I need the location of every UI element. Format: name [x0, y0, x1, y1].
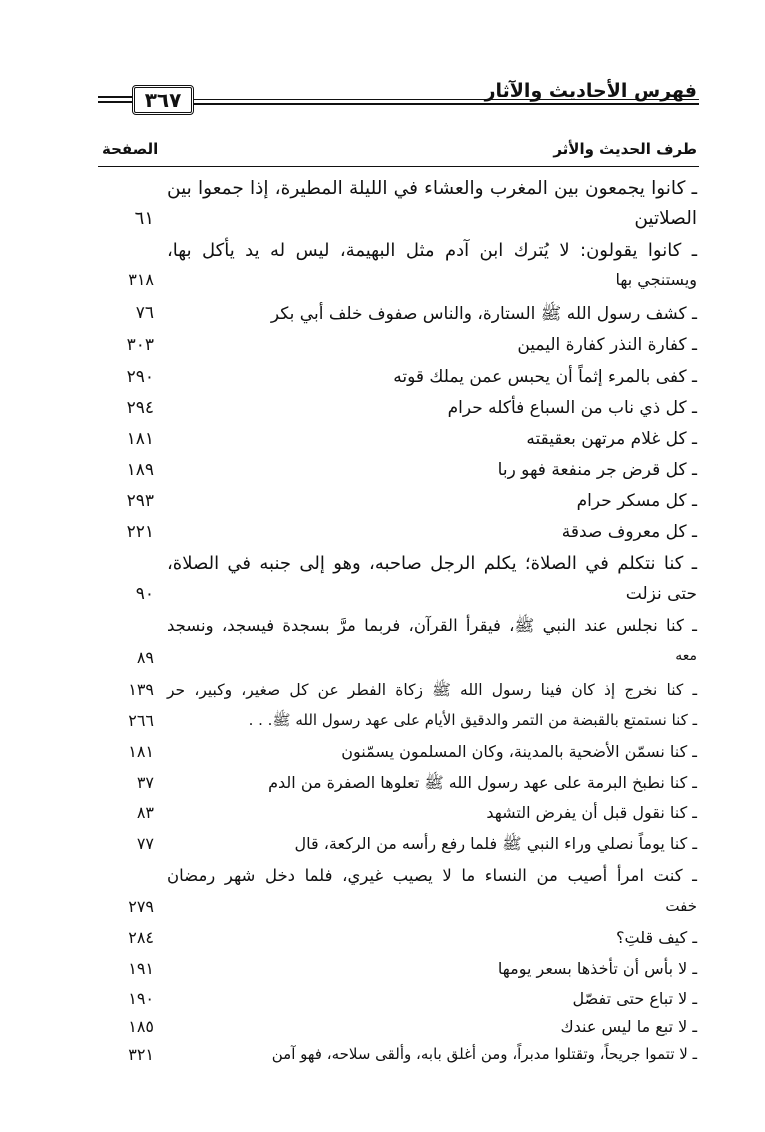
page-number: ٣٦٧ — [132, 85, 194, 115]
entry-page-number: ٢٩٠ — [126, 367, 154, 387]
running-title: فهرس الأحاديث والآثار — [484, 80, 697, 102]
entry-text-line: ـ كل غلام مرتهن بعقيقته — [526, 429, 697, 449]
entry-text-line: ـ كل ذي ناب من السباع فأكله حرام — [447, 398, 697, 418]
entry-text-line: ـ كفارة النذر كفارة اليمين — [517, 335, 697, 355]
column-heading-reference: طرف الحديث والأثر — [553, 140, 697, 158]
entry-page-number: ٨٩ — [136, 648, 154, 667]
entry-page-number: ٢٧٩ — [128, 897, 154, 916]
entry-page-number: ١٨٥ — [128, 1017, 154, 1036]
column-heading-rule — [98, 166, 699, 167]
entry-text-line: ـ كنت امرأ أصيب من النساء ما لا يصيب غيري، فلما دخل شهر رمضان — [167, 866, 697, 885]
entry-text-line: ـ لا تتموا جريحاً، وتقتلوا مدبراً، ومن أغلق بابه، وألقى سلاحه، فهو آمن — [271, 1045, 697, 1063]
entry-page-number: ١٣٩ — [128, 680, 154, 699]
entry-text-line: ويستنجي بها — [615, 270, 697, 289]
entry-page-number: ٣٠٣ — [126, 335, 154, 355]
entry-page-number: ٧٦ — [135, 303, 154, 323]
entry-page-number: ٧٧ — [136, 834, 154, 853]
entry-text-line: خفت — [665, 897, 697, 915]
entry-text-line: ـ كنا نسمّن الأضحية بالمدينة، وكان المسلمون يسمّنون — [341, 742, 697, 761]
entry-text-line: ـ كنا نستمتع بالقبضة من التمر والدقيق الأيام على عهد رسول الله ﷺ. . . — [248, 711, 697, 729]
entry-page-number: ١٨١ — [126, 429, 154, 449]
entry-text-line: ـ كنا يوماً نصلي وراء النبي ﷺ فلما رفع رأسه من الركعة، قال — [294, 834, 697, 853]
entry-text-line: ـ كل قرض جر منفعة فهو ربا — [497, 460, 697, 480]
entry-text-line: ـ كنا نقول قبل أن يفرض التشهد — [486, 803, 697, 822]
entry-page-number: ٣٧ — [136, 773, 154, 792]
entry-page-number: ١٨١ — [128, 742, 154, 761]
entry-page-number: ١٨٩ — [126, 460, 154, 480]
entry-page-number: ٦١ — [134, 208, 154, 229]
entry-text-line: ـ كنا نجلس عند النبي ﷺ، فيقرأ القرآن، فربما مرَّ بسجدة فيسجد، ونسجد — [167, 616, 697, 635]
entry-page-number: ٣٢١ — [128, 1045, 154, 1064]
entry-text-line: ـ كانوا يجمعون بين المغرب والعشاء في الليلة المطيرة، إذا جمعوا بين — [167, 178, 697, 199]
entry-text-line: ـ كفى بالمرء إثماً أن يحبس عمن يملك قوته — [393, 367, 697, 387]
header-rule-left — [98, 96, 132, 103]
header-rule — [194, 99, 699, 105]
entry-text-line: ـ كنا نخرج إذ كان فينا رسول الله ﷺ زكاة الفطر عن كل صغير، وكبير، حر — [167, 681, 697, 699]
entry-text-line: ـ لا تباع حتى تفصّل — [572, 989, 697, 1008]
entry-text-line: ـ كنا نتكلم في الصلاة؛ يكلم الرجل صاحبه، وهو إلى جنبه في الصلاة، — [167, 553, 697, 574]
entry-text-line: ـ كنا نطبخ البرمة على عهد رسول الله ﷺ تعلوها الصفرة من الدم — [268, 773, 697, 792]
entry-text-line: الصلاتين — [634, 208, 697, 229]
entry-page-number: ٨٣ — [136, 803, 154, 822]
entry-text-line: ـ كيف قلتِ؟ — [615, 928, 697, 947]
entry-text-line: حتى نزلت — [625, 584, 697, 604]
entry-page-number: ٢٨٤ — [128, 928, 154, 947]
entry-page-number: ١٩٠ — [128, 989, 154, 1008]
entry-page-number: ٢٦٦ — [128, 711, 154, 730]
column-heading-page: الصفحة — [102, 140, 159, 158]
entry-page-number: ٣١٨ — [128, 270, 154, 289]
entry-page-number: ٢٩٣ — [126, 491, 154, 511]
entry-text-line: معه — [675, 648, 697, 664]
entry-text-line: ـ لا تبع ما ليس عندك — [560, 1017, 697, 1036]
entry-page-number: ١٩١ — [128, 959, 154, 978]
entry-page-number: ٩٠ — [135, 584, 154, 604]
entry-text-line: ـ كل معروف صدقة — [561, 522, 697, 542]
entry-page-number: ٢٢١ — [126, 522, 154, 542]
entry-text-line: ـ كشف رسول الله ﷺ الستارة، والناس صفوف خلف أبي بكر — [270, 304, 697, 324]
entry-text-line: ـ كل مسكر حرام — [576, 491, 697, 511]
entry-text-line: ـ لا بأس أن تأخذها بسعر يومها — [497, 959, 697, 978]
entry-page-number: ٢٩٤ — [126, 398, 154, 418]
entry-text-line: ـ كانوا يقولون: لا يُترك ابن آدم مثل البهيمة، ليس له يد يأكل بها، — [167, 240, 697, 261]
